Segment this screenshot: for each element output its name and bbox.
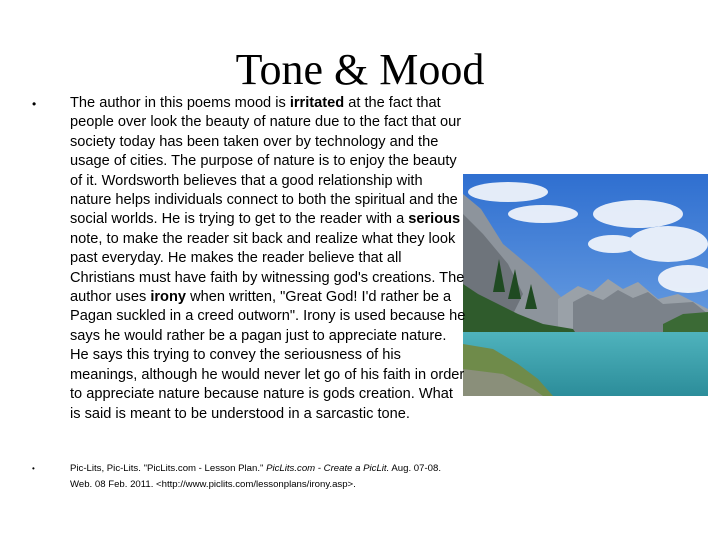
slide-title: Tone & Mood	[235, 45, 485, 94]
mountain-lake-photo	[463, 174, 708, 396]
bullet-marker: •	[32, 464, 35, 473]
emphasis-serious: serious	[408, 211, 461, 228]
body-paragraph: The author in this poems mood is irritated at the fact that people over look the beauty of nature due to the fact that our society today has been taken over by technology and the usage of cities. The purpose of nature is to enjoy the beauty of it. Wordsworth believes that a good relationship with nature helps individuals connect to both the spiritual and the social worlds. He is trying to get to the reader with a serious note, to make the reader sit back and realize what they look past everyday. He makes the reader believe that all Christians must have faith by witnessing god's creations. The author uses irony when written, "Great God! I'd rather be a Pagan suckled in a creed outworn". Irony is used because he says he would rather be a pagan just to appreciate nature. He says this trying to convey the seriousness of his meanings, although he would never let go of his faith in order to appreciate nature because nature is gods creation. What is said is meant to be understood in a sarcastic tone.	[70, 95, 466, 422]
citation: Pic-Lits, Pic-Lits. "PicLits.com - Lesson Plan." PicLits.com - Create a PicLit. Aug. 07-08. Web. 08 Feb. 2011. <http://www.piclits.com/lessonplans/irony.asp>.	[70, 463, 442, 490]
emphasis-irritated: irritated	[289, 95, 345, 111]
bullet-marker: •	[32, 97, 37, 111]
emphasis-irony: irony	[150, 289, 187, 306]
landscape-image	[463, 174, 708, 396]
